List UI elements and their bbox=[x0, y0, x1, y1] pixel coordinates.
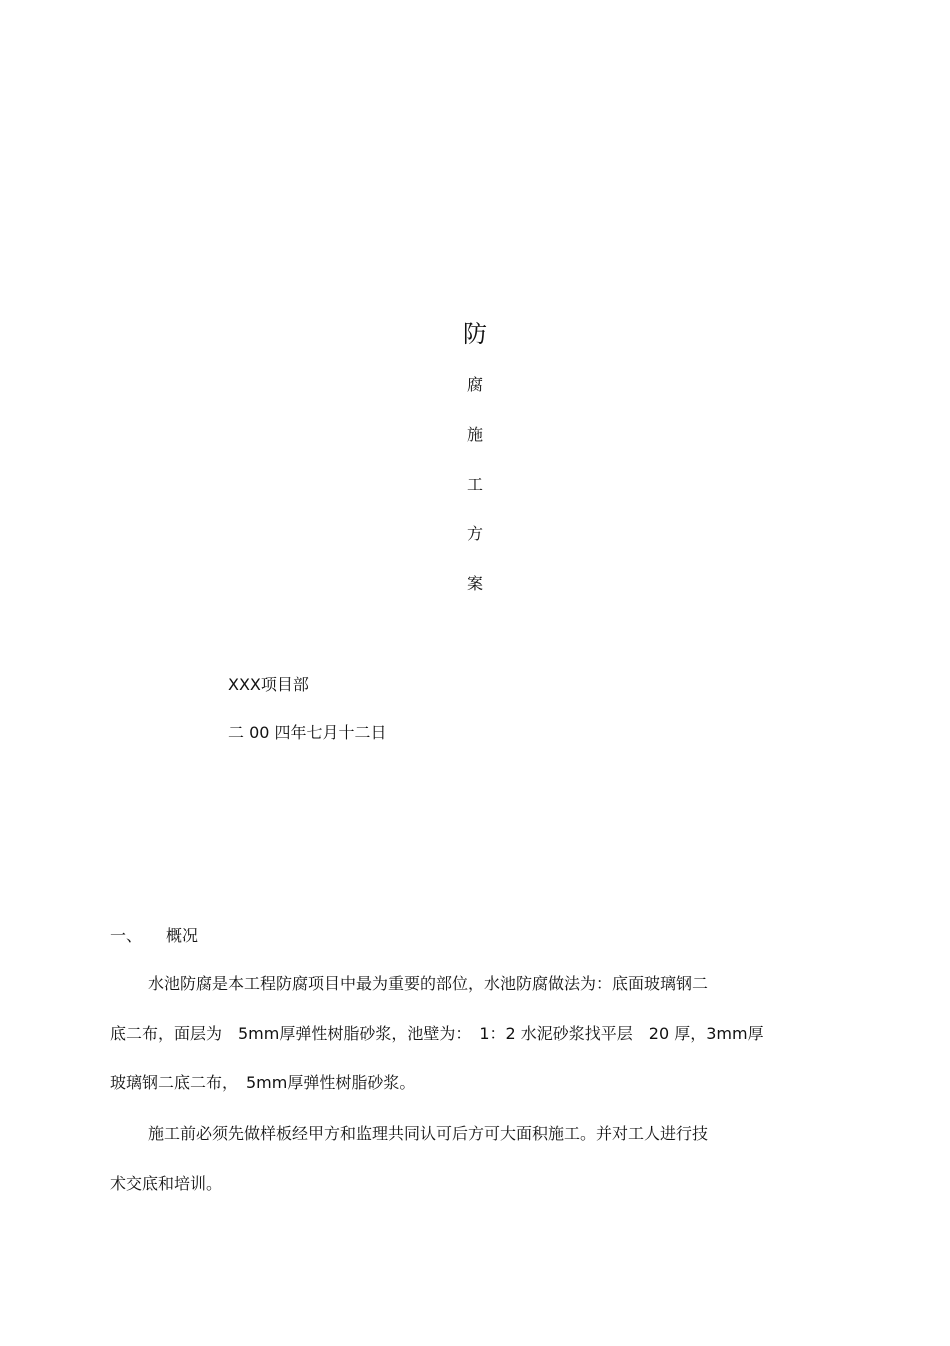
section-number: 一、 bbox=[110, 926, 143, 945]
paragraph-line: 水池防腐是本工程防腐项目中最为重要的部位，水池防腐做法为：底面玻璃钢二 bbox=[148, 974, 709, 993]
title-char-6: 案 bbox=[466, 574, 483, 593]
title-char-2: 腐 bbox=[466, 375, 483, 394]
title-char-3: 施 bbox=[466, 425, 483, 444]
paragraph-line: 施工前必须先做样板经甲方和监理共同认可后方可大面积施工。并对工人进行技 bbox=[148, 1124, 709, 1143]
section-title: 概况 bbox=[166, 926, 199, 945]
title-char-4: 工 bbox=[466, 475, 483, 494]
organization-name: XXX项目部 bbox=[228, 675, 309, 694]
title-char-5: 方 bbox=[466, 524, 483, 543]
section-heading bbox=[110, 928, 198, 944]
paragraph-line: 底二布，面层为 5mm厚弹性树脂砂浆，池壁为： 1：2 水泥砂浆找平层 20 厚，3mm厚 bbox=[110, 1024, 764, 1043]
paragraph-line: 玻璃钢二底二布， 5mm厚弹性树脂砂浆。 bbox=[110, 1073, 416, 1092]
paragraph-line: 术交底和培训。 bbox=[110, 1174, 223, 1193]
document-date: 二 00 四年七月十二日 bbox=[228, 723, 387, 742]
title-char-1: 防 bbox=[463, 320, 487, 348]
